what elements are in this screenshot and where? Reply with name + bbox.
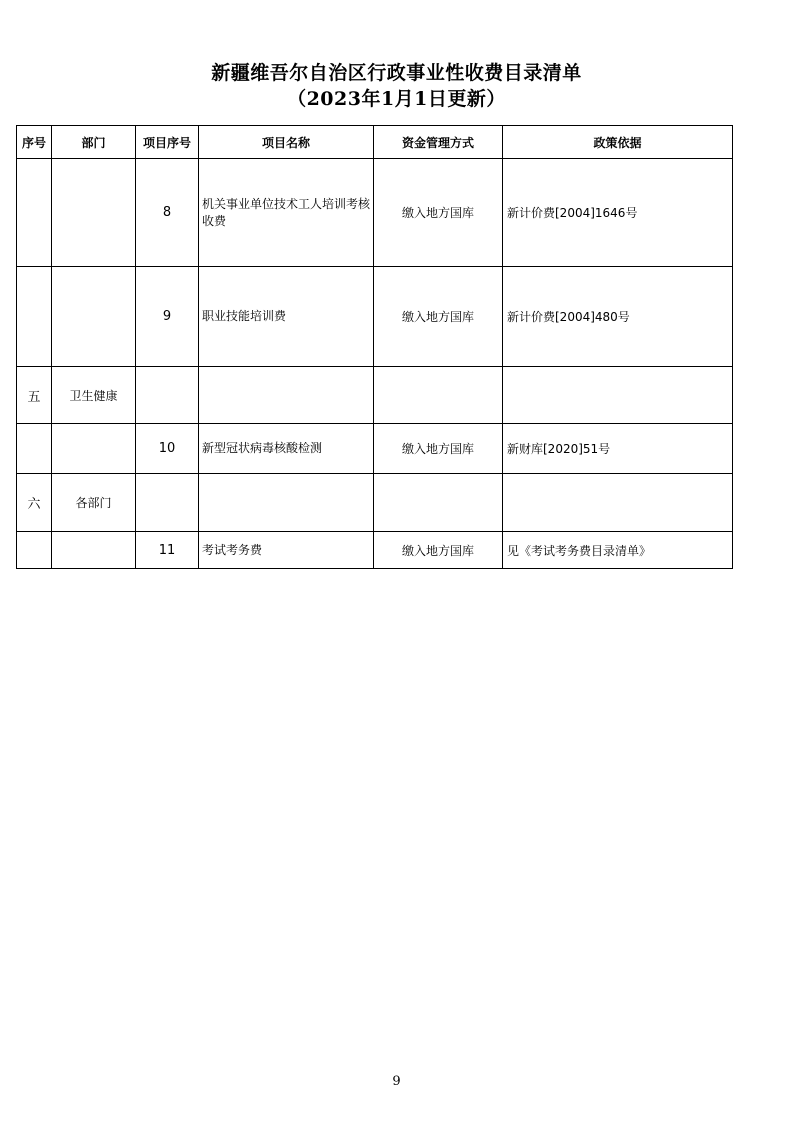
- cell-index: [17, 267, 52, 367]
- cell-index: 六: [17, 474, 52, 532]
- cell-item-no: [136, 367, 199, 424]
- cell-policy-basis: 新财库[2020]51号: [503, 424, 733, 474]
- cell-policy-basis: 新计价费[2004]1646号: [503, 159, 733, 267]
- cell-item-name: 机关事业单位技术工人培训考核收费: [199, 159, 374, 267]
- cell-policy-basis: 新计价费[2004]480号: [503, 267, 733, 367]
- cell-fund-management: 缴入地方国库: [374, 267, 503, 367]
- header-fund-management: 资金管理方式: [374, 126, 503, 159]
- header-index: 序号: [17, 126, 52, 159]
- cell-fund-management: [374, 367, 503, 424]
- cell-index: [17, 159, 52, 267]
- table-row: [17, 267, 733, 367]
- table-row: [17, 532, 733, 569]
- cell-index: 五: [17, 367, 52, 424]
- cell-fund-management: [374, 474, 503, 532]
- cell-item-no: 8: [136, 159, 199, 267]
- cell-item-name: 职业技能培训费: [199, 267, 374, 367]
- table-row: [17, 424, 733, 474]
- cell-item-name: 考试考务费: [199, 532, 374, 569]
- cell-department: [52, 267, 136, 367]
- cell-index: [17, 532, 52, 569]
- cell-item-name: 新型冠状病毒核酸检测: [199, 424, 374, 474]
- cell-item-no: 11: [136, 532, 199, 569]
- header-item-name: 项目名称: [199, 126, 374, 159]
- cell-fund-management: 缴入地方国库: [374, 159, 503, 267]
- cell-policy-basis: [503, 474, 733, 532]
- table-header-row: [17, 126, 733, 159]
- cell-item-no: 9: [136, 267, 199, 367]
- cell-item-no: 10: [136, 424, 199, 474]
- cell-fund-management: 缴入地方国库: [374, 532, 503, 569]
- cell-department: 卫生健康: [52, 367, 136, 424]
- header-item-no: 项目序号: [136, 126, 199, 159]
- table-section-row: [17, 367, 733, 424]
- cell-department: [52, 532, 136, 569]
- table-row: [17, 159, 733, 267]
- cell-item-no: [136, 474, 199, 532]
- fee-catalog-table: [16, 125, 733, 569]
- cell-fund-management: 缴入地方国库: [374, 424, 503, 474]
- cell-department: [52, 159, 136, 267]
- document-title: 新疆维吾尔自治区行政事业性收费目录清单: [211, 62, 582, 84]
- cell-policy-basis: 见《考试考务费目录清单》: [503, 532, 733, 569]
- header-policy-basis: 政策依据: [503, 126, 733, 159]
- cell-item-name: [199, 367, 374, 424]
- cell-policy-basis: [503, 367, 733, 424]
- cell-department: [52, 424, 136, 474]
- table-section-row: [17, 474, 733, 532]
- cell-index: [17, 424, 52, 474]
- cell-item-name: [199, 474, 374, 532]
- header-department: 部门: [52, 126, 136, 159]
- cell-department: 各部门: [52, 474, 136, 532]
- page-number: 9: [392, 1074, 401, 1089]
- document-subtitle: （2023年1月1日更新）: [287, 88, 506, 110]
